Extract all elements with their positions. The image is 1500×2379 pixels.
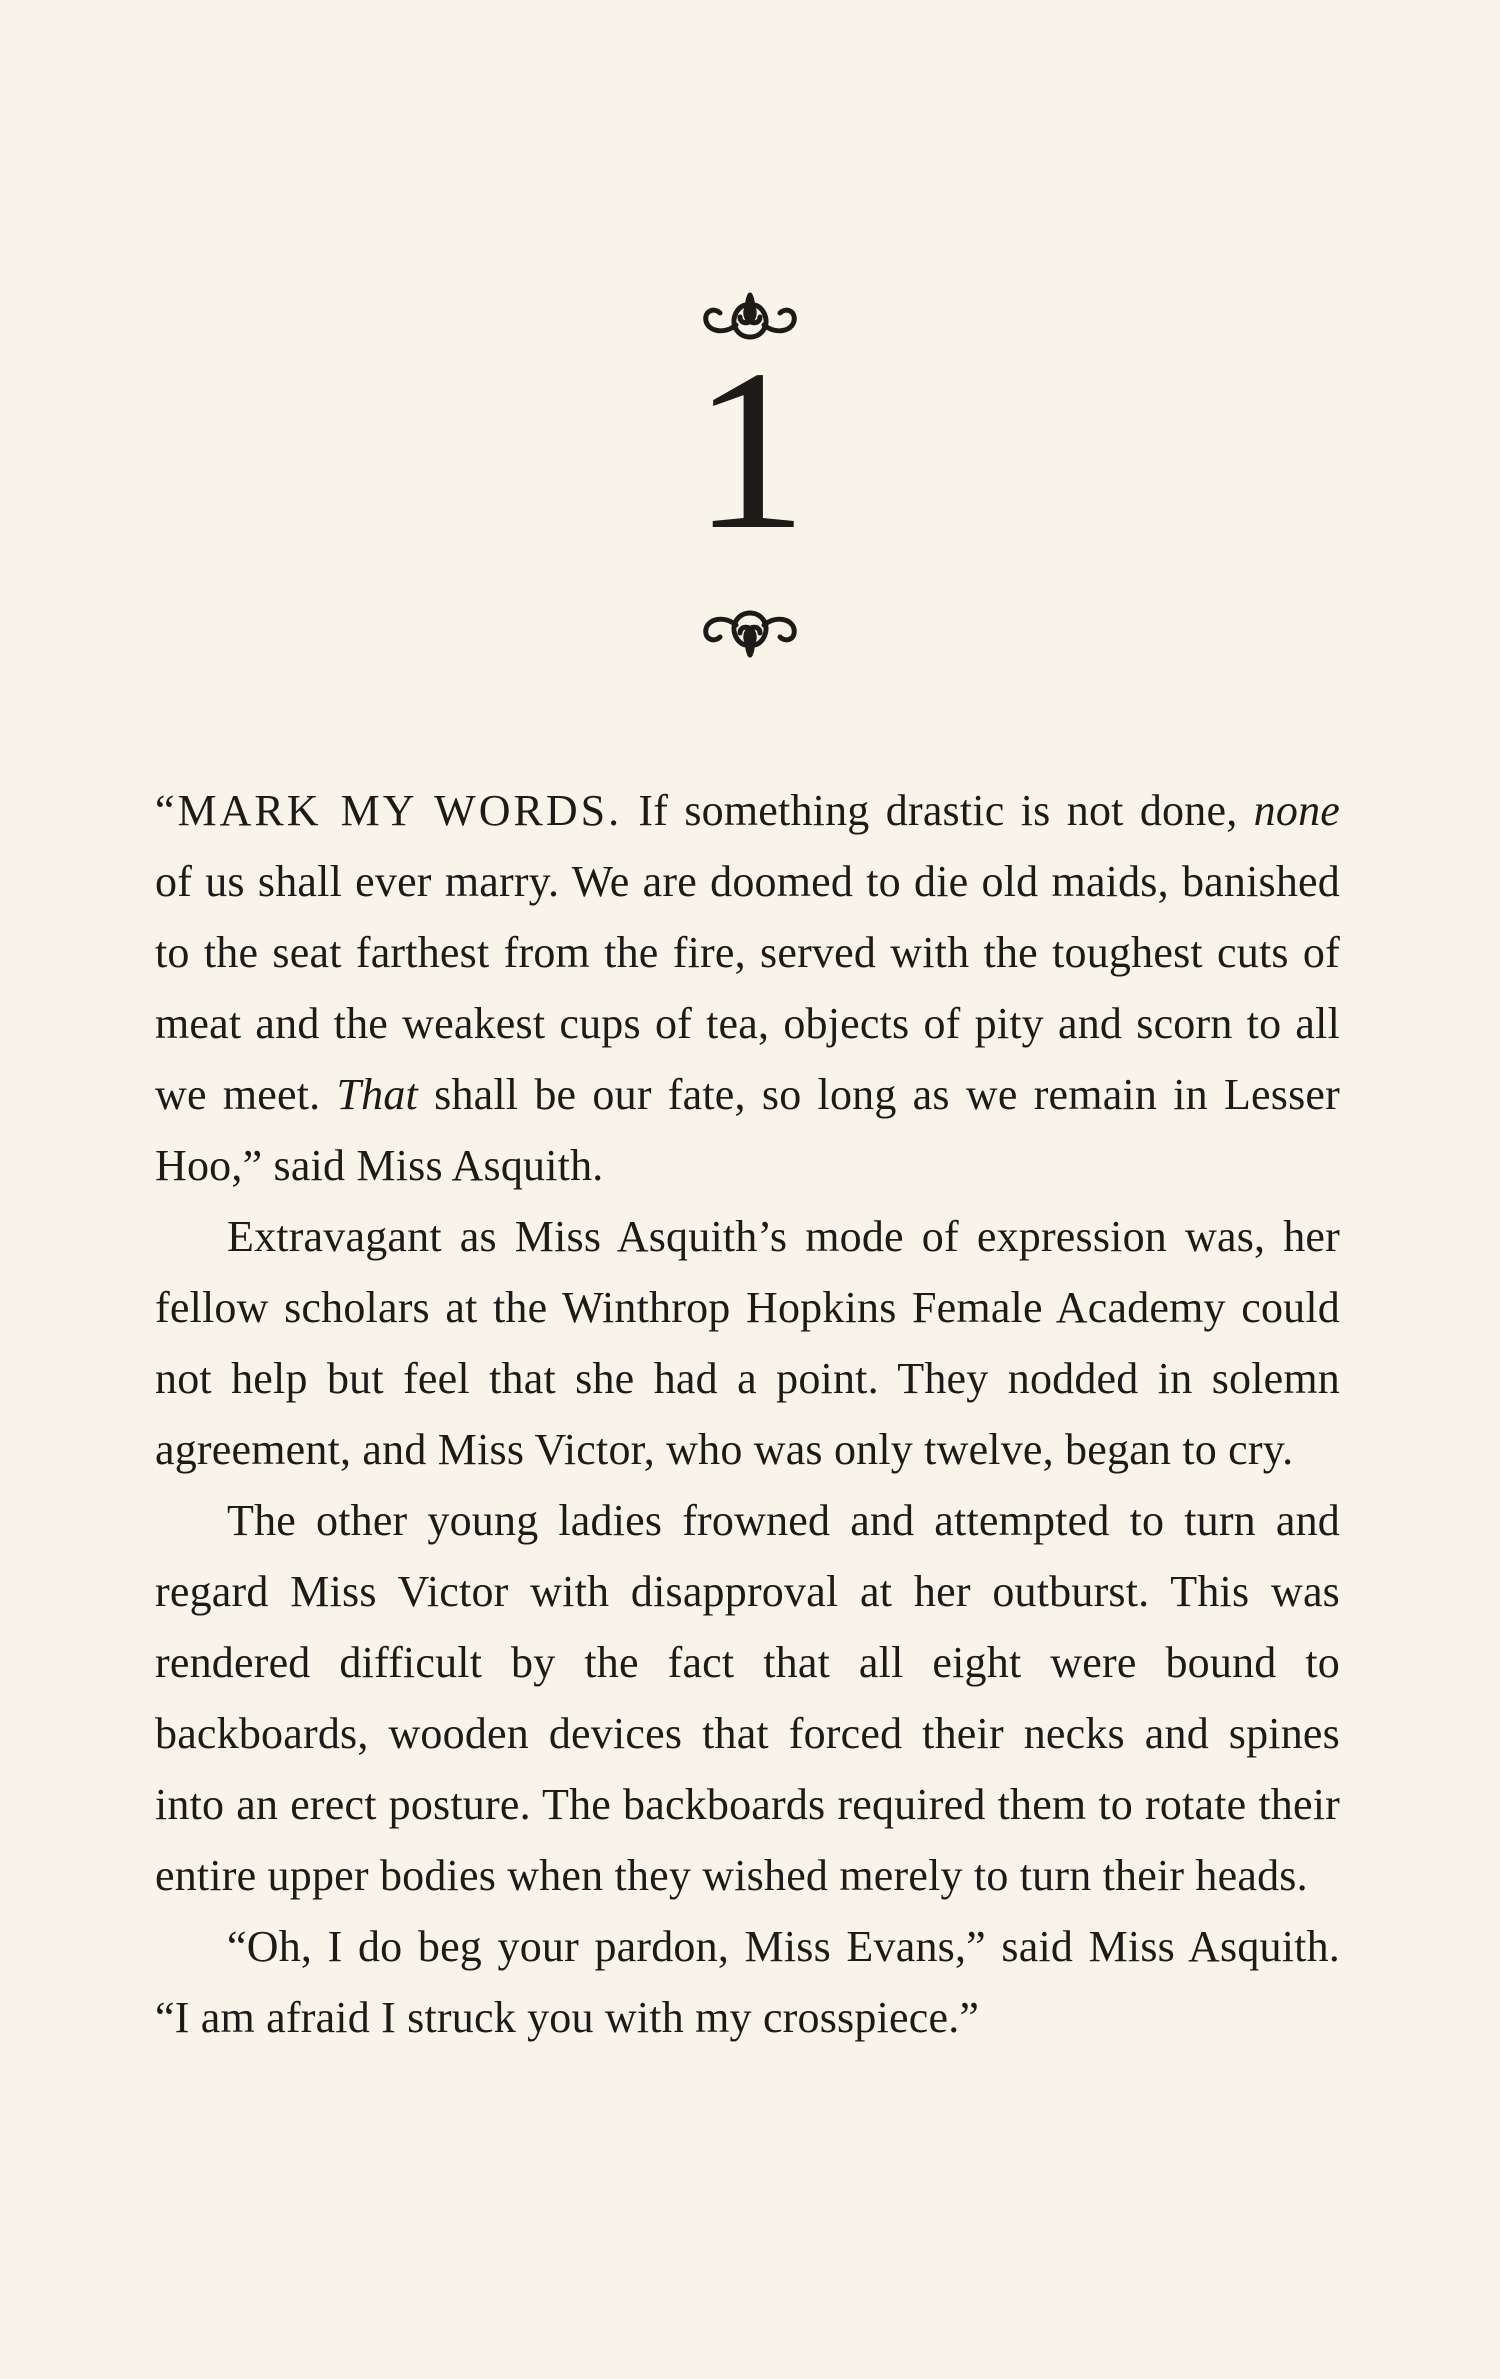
paragraph-1-part-3: shall be our fate, so long as we remain in Lesser Hoo,” said Miss Asquith. — [155, 1070, 1340, 1190]
emphasis-that: That — [336, 1070, 418, 1119]
paragraph-3: The other young ladies frowned and attempted to turn and regard Miss Victor with disapproval at her outburst. This was rendered difficult by the fact that all eight were bound to backboards, wooden devices that forced their necks and spines into an erect posture. The backboards required them to rotate their entire upper bodies when they wished merely to turn their heads. — [155, 1496, 1340, 1900]
paragraph-1-part-1: If something drastic is not done, — [622, 786, 1254, 835]
paragraph-4: “Oh, I do beg your pardon, Miss Evans,” said Miss Asquith. “I am afraid I struck you with my crosspiece.” — [155, 1922, 1340, 2042]
paragraph-2: Extravagant as Miss Asquith’s mode of expression was, her fellow scholars at the Winthrop Hopkins Female Academy could not help but feel that she had a point. They nodded in solemn agreement, and Miss Victor, who was only twelve, began to cry. — [155, 1212, 1340, 1474]
emphasis-none: none — [1253, 786, 1341, 835]
chapter-number: 1 — [692, 322, 808, 577]
paragraph-1-part-2: of us shall ever marry. We are doomed to die old maids, banished to the seat farthest from the fire, served with the toughest cuts of meat and the weakest cups of tea, objects of pity and scorn to all we meet. — [155, 857, 1340, 1119]
paragraph-1 — [155, 775, 1340, 1201]
flourish-bottom-icon — [690, 605, 810, 665]
chapter-text — [155, 775, 1340, 2053]
opening-words: “MARK MY WORDS. — [155, 786, 623, 835]
